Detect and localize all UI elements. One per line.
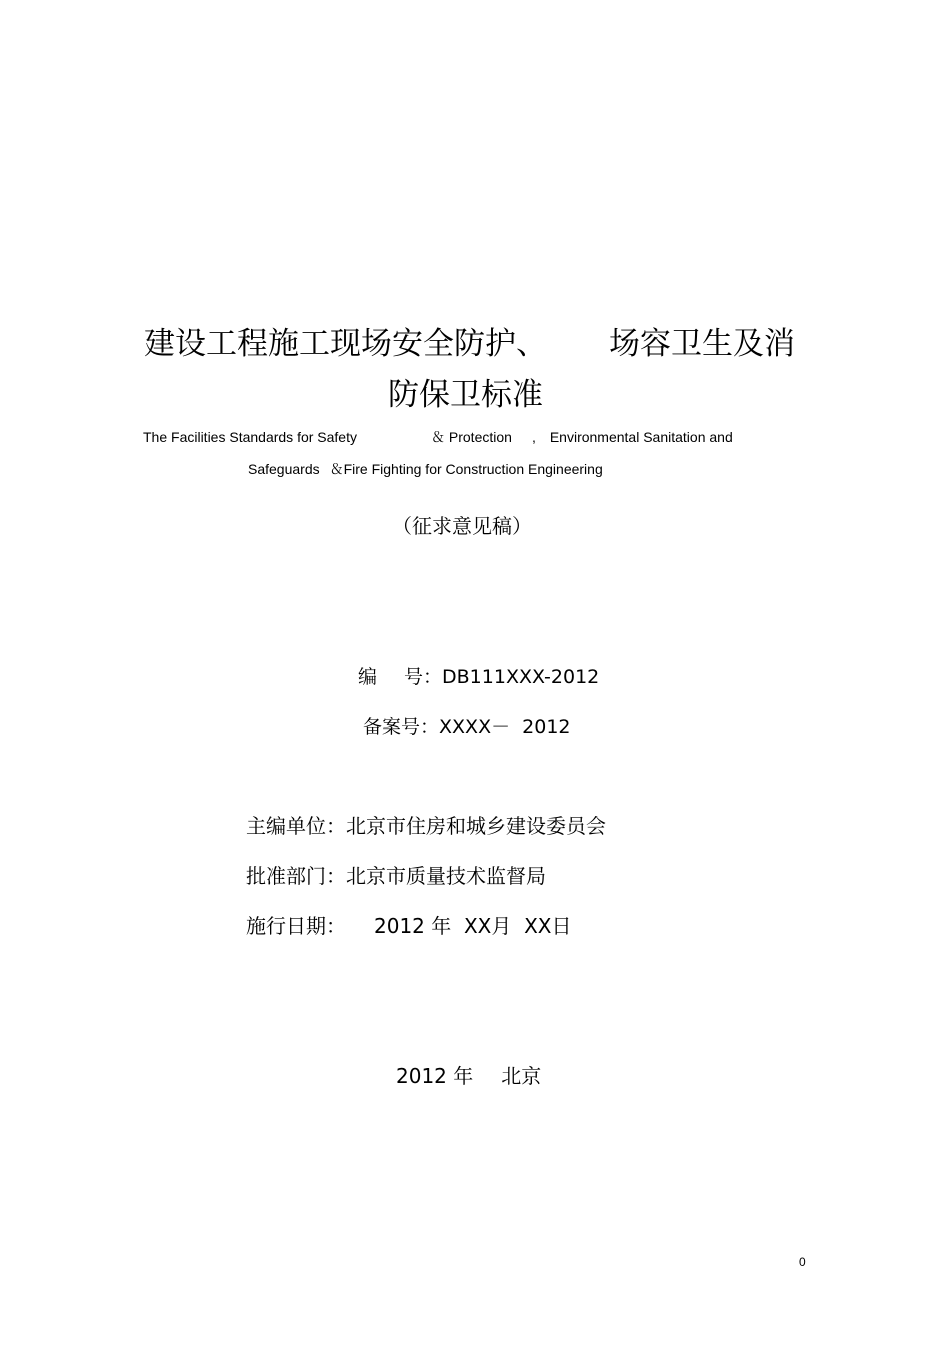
english-title-part-1: The Facilities Standards for Safety [143,429,357,445]
code-value: DB111XXX-2012 [442,666,600,688]
chief-editor-row [246,812,606,840]
filing-value: XXXX－ 2012 [439,716,571,738]
english-title-line-1 [143,428,733,446]
footer-place: 北京 [501,1064,542,1088]
english-title-part-6: ＆Fire Fighting for Construction Engineering [329,461,603,477]
standard-code-row [358,664,599,690]
english-title-line-2 [248,460,603,478]
editor-label: 主编单位： [246,814,346,838]
english-title-part-4: Environmental Sanitation and [549,429,733,445]
document-title-line-1 [144,324,795,364]
code-label-a: 编 [358,666,378,688]
footer-year: 2012 年 [396,1064,474,1088]
footer-year-place [396,1062,541,1090]
english-title-part-3: , [531,429,536,445]
effective-date-row [246,912,572,940]
approving-dept-row [246,862,546,890]
code-label-b: 号： [404,666,443,688]
document-title-line-2: 防保卫标准 [388,377,543,413]
english-title-part-2: ＆ Protection [431,429,512,445]
approver-value: 北京市质量技术监督局 [346,864,546,888]
date-value: 2012 年 XX月 XX日 [374,914,572,938]
draft-label: （征求意见稿） [392,514,532,538]
title-part-1: 建设工程施工现场安全防护、 [144,326,547,362]
english-title-part-5: Safeguards [248,461,320,477]
title-part-2: 场容卫生及消 [609,326,795,362]
page-number: 0 [799,1255,806,1269]
date-label: 施行日期： [246,914,346,938]
filing-label: 备案号： [363,716,440,738]
filing-number-row [363,714,571,740]
approver-label: 批准部门： [246,864,346,888]
editor-value: 北京市住房和城乡建设委员会 [346,814,606,838]
